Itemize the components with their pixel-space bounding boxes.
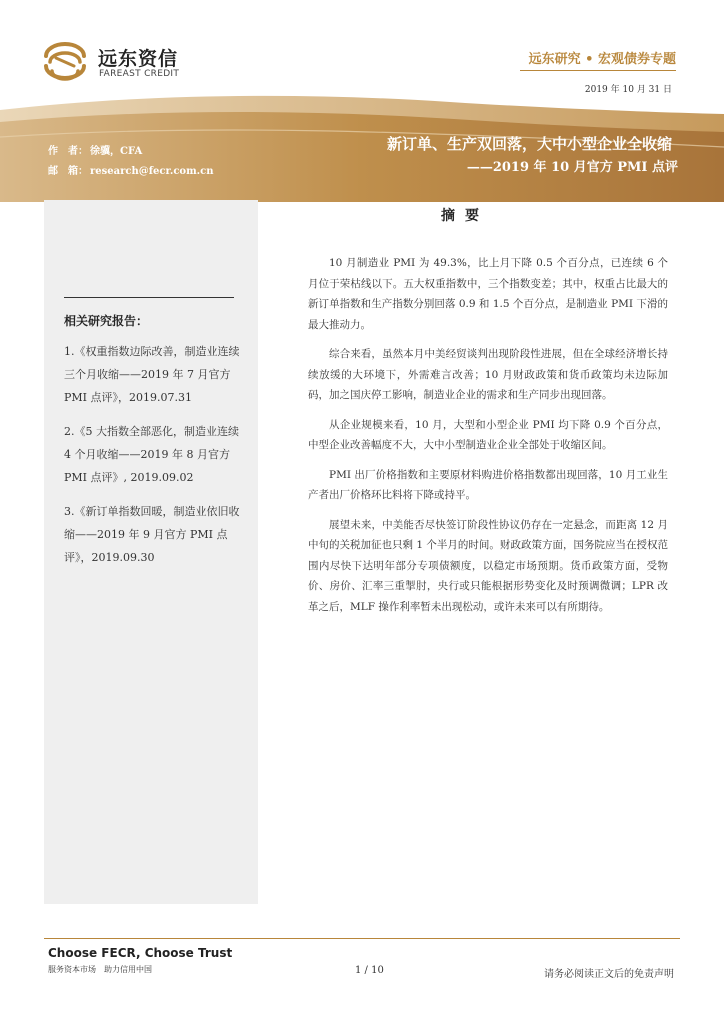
related-report-item: 3.《新订单指数回暖，制造业依旧收缩——2019 年 9 月官方 PMI 点评》，2019.09.30 <box>64 505 240 564</box>
abstract-paragraph: 综合来看，虽然本月中美经贸谈判出现阶段性进展，但在全球经济增长持续放缓的大环境下，外需难言改善；10 月财政政策和货币政策均未边际加码，加之国庆停工影响，制造业企业的需求和生产同步出现回落。 <box>308 348 668 401</box>
report-subtitle: ——2019 年 10 月官方 PMI 点评 <box>466 160 678 175</box>
header-divider <box>520 70 676 71</box>
email-line <box>48 162 214 177</box>
abstract-paragraph: 10 月制造业 PMI 为 49.3%，比上月下降 0.5 个百分点，已连续 6 个月位于荣枯线以下。五大权重指数中，三个指数变差；其中，权重占比最大的新订单指数和生产指数分别回落 0.9 和 1.5 个百分点，是制造业 PMI 下滑的最大推动力。 <box>308 257 668 331</box>
footer-divider <box>44 938 680 939</box>
abstract-paragraph: 从企业规模来看，10 月，大型和小型企业 PMI 均下降 0.9 个百分点，中型企业改善幅度不大，大中小型制造业企业全部处于收缩区间。 <box>308 418 668 451</box>
author-name: 徐骥，CFA <box>90 146 143 157</box>
email-label: 邮 箱： <box>48 166 88 177</box>
related-report-item: 2.《5 大指数全部恶化，制造业连续 4 个月收缩——2019 年 8 月官方 PMI 点评》, 2019.09.02 <box>64 425 239 484</box>
related-reports-list <box>64 340 244 580</box>
related-report-item: 1.《权重指数边际改善，制造业连续三个月收缩——2019 年 7 月官方 PMI 点评》，2019.07.31 <box>64 345 240 404</box>
logo-name-en: FAREAST CREDIT <box>99 69 180 79</box>
footer-disclaimer: 请务必阅读正文后的免责声明 <box>544 969 674 980</box>
related-reports-heading: 相关研究报告： <box>64 314 149 328</box>
report-date: 2019 年 10 月 31 日 <box>584 85 672 95</box>
report-title: 新订单、生产双回落，大中小型企业全收缩 <box>386 135 672 153</box>
abstract-paragraph: PMI 出厂价格指数和主要原材料购进价格指数都出现回落，10 月工业生产者出厂价格环比料将下降或持平。 <box>308 468 668 501</box>
sidebar <box>44 200 258 904</box>
abstract-heading: 摘要 <box>441 208 489 224</box>
logo-name-cn: 远东资信 <box>98 48 179 70</box>
author-line <box>48 142 142 157</box>
fareast-logo-icon <box>42 40 88 84</box>
sidebar-divider <box>64 297 234 298</box>
email-address[interactable]: research@fecr.com.cn <box>90 166 214 177</box>
page-number: 1 / 10 <box>355 965 384 976</box>
company-logo <box>42 40 242 84</box>
report-series: 远东研究 • 宏观债券专题 <box>528 52 676 67</box>
footer-tagline: 服务资本市场 助力信用中国 <box>48 965 152 974</box>
author-label: 作 者： <box>48 146 88 157</box>
abstract-body <box>308 253 668 626</box>
footer-slogan: Choose FECR, Choose Trust <box>48 946 233 960</box>
abstract-paragraph: 展望未来，中美能否尽快签订阶段性协议仍存在一定悬念，而距离 12 月中旬的关税加征也只剩 1 个半月的时间。财政政策方面，国务院应当在授权范围内尽快下达明年部分专项债额度，以稳定市场预期。货币政策方面，受物价、房价、汇率三重掣肘，央行或只能根据形势变化及时预调微调；LPR 改革之后，MLF 操作利率暂未出现松动，或许未来可以有所期待。 <box>308 518 668 613</box>
